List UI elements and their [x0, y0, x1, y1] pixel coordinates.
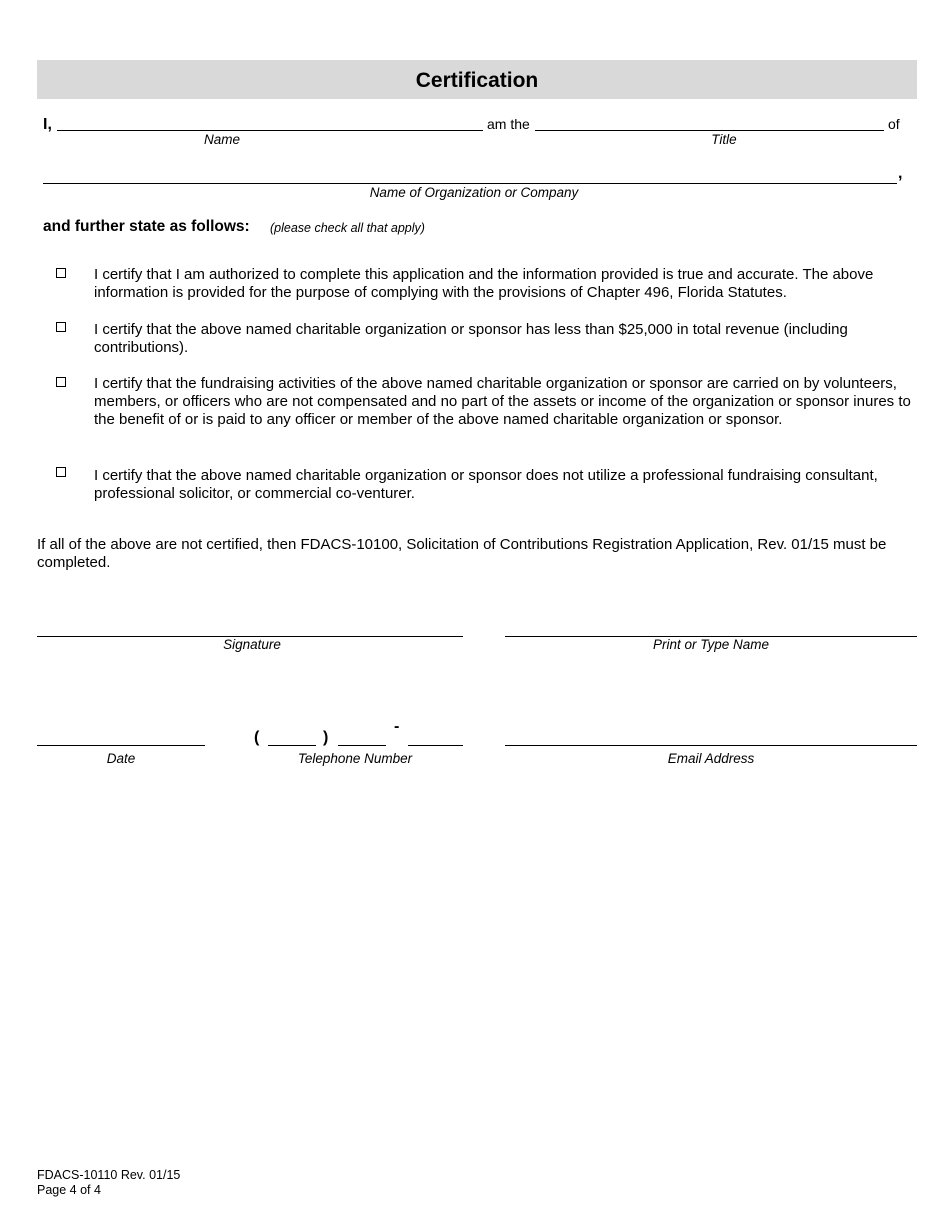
form-id: FDACS-10110 Rev. 01/15	[37, 1168, 181, 1182]
signature-label: Signature	[223, 637, 281, 652]
certify-authorized-text: I certify that I am authorized to complete this application and the information provided is true and accurate. The above information is provided for the purpose of complying with the provisions of Chapter 496, Florida Statutes.	[94, 266, 874, 301]
phone-area-code-field[interactable]	[268, 745, 316, 746]
email-field[interactable]	[505, 745, 917, 746]
phone-open-paren: (	[254, 729, 260, 746]
page-number: Page 4 of 4	[37, 1183, 101, 1197]
i-prefix: I,	[43, 116, 52, 133]
date-label: Date	[106, 751, 136, 766]
phone-close-paren: )	[323, 729, 329, 746]
certify-volunteers-checkbox[interactable]	[56, 377, 66, 387]
name-label: Name	[203, 132, 240, 147]
of-text: of	[888, 116, 900, 132]
title-label: Title	[711, 132, 737, 147]
certify-volunteers-text: I certify that the fundraising activities of the above named charitable organization or sponsor are carried on by volunteers, members, or officers who are not compensated and no part of the assets or income of the organization or sponsor inures to the benefit of or is paid to any officer or member of the above named charitable organization or sponsor.	[94, 375, 911, 428]
date-field[interactable]	[37, 745, 205, 746]
certify-no-consultant-text: I certify that the above named charitable organization or sponsor does not utilize a professional fundraising consultant, professional solicitor, or commercial co-venturer.	[94, 467, 878, 502]
phone-line-field[interactable]	[408, 745, 463, 746]
phone-label: Telephone Number	[297, 751, 413, 766]
organization-field[interactable]	[43, 183, 897, 184]
check-all-note: (please check all that apply)	[270, 221, 425, 235]
print-name-label: Print or Type Name	[652, 637, 770, 652]
certify-revenue-checkbox[interactable]	[56, 322, 66, 332]
phone-dash: -	[394, 718, 400, 735]
certify-revenue-text: I certify that the above named charitable organization or sponsor has less than $25,000 in total revenue (including contributions).	[94, 321, 848, 356]
notice-text: If all of the above are not certified, then FDACS-10100, Solicitation of Contributions Registration Application, Rev. 01/15 must be completed.	[37, 536, 887, 571]
email-label: Email Address	[667, 751, 755, 766]
organization-label: Name of Organization or Company	[369, 185, 579, 200]
comma-text: ,	[898, 165, 903, 182]
name-field[interactable]	[57, 130, 483, 131]
further-state-text: and further state as follows:	[43, 218, 250, 235]
certify-authorized-checkbox[interactable]	[56, 268, 66, 278]
am-the-text: am the	[487, 116, 530, 132]
title-field[interactable]	[535, 130, 884, 131]
certify-no-consultant-checkbox[interactable]	[56, 467, 66, 477]
page-title: Certification	[415, 69, 539, 92]
phone-prefix-field[interactable]	[338, 745, 386, 746]
